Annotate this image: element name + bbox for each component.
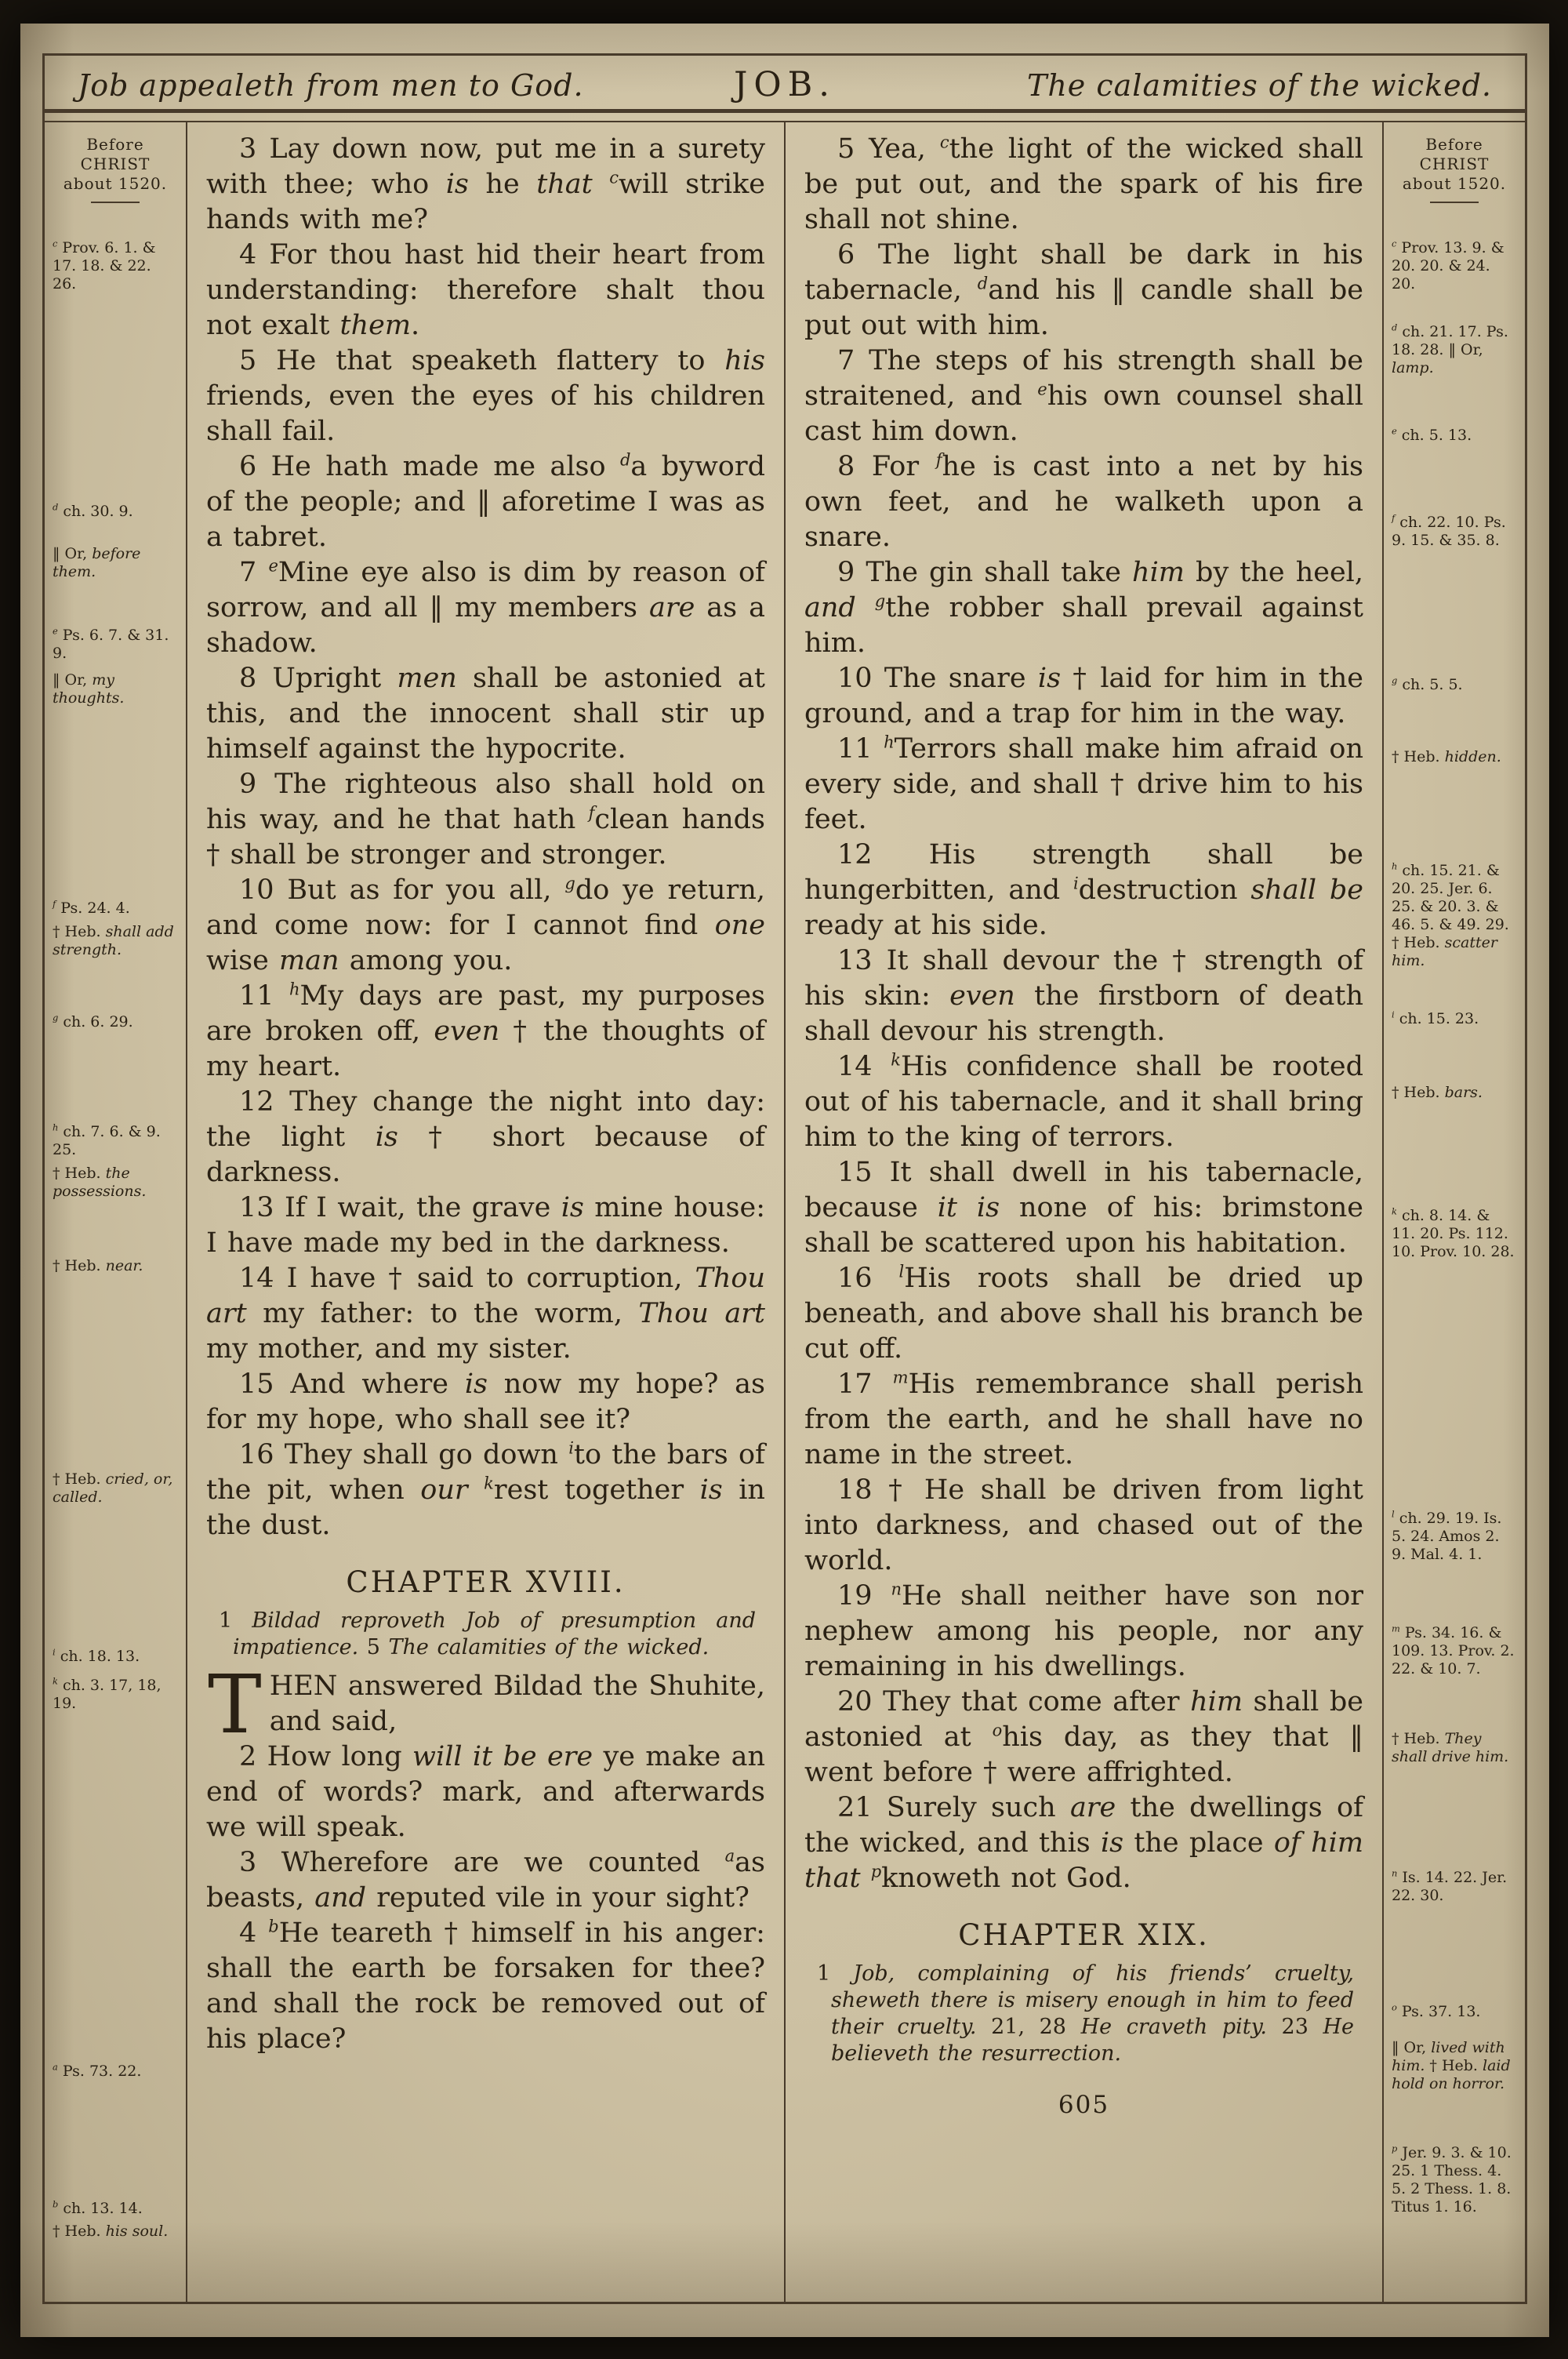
left-text-column <box>187 122 786 2302</box>
margin-note: † Heb. cried, or, called. <box>53 1470 173 1506</box>
verse-18-9: 9 The gin shall take him by the heel, and $^g$the robber shall prevail against him. <box>804 557 1363 659</box>
verse-18-18: 18 † He shall be driven from light into darkness, and chased out of the world. <box>804 1474 1363 1576</box>
margin-note: $^c$ Prov. 6. 1. & 17. 18. & 22. 26. <box>53 238 156 293</box>
verse-18-13: 13 It shall devour the † strength of his skin: even the firstborn of death shall devour his strength. <box>804 945 1363 1047</box>
chapter-18-heading: CHAPTER XVIII. <box>346 1565 626 1599</box>
verse-18-7: 7 The steps of his strength shall be straitened, and $^e$his own counsel shall cast him down. <box>804 345 1363 447</box>
margin-note: $^d$ ch. 30. 9. <box>53 501 133 520</box>
verse-18-6: 6 The light shall be dark in his tabernacle, $^d$and his ‖ candle shall be put out with him. <box>804 239 1363 341</box>
verse-17-9: 9 The righteous also shall hold on his way, and he that hath $^f$clean hands † shall be stronger and stronger. <box>206 769 765 871</box>
margin-note: † Heb. They shall drive him. <box>1392 1730 1509 1765</box>
verse-18-16: 16 $^l$His roots shall be dried up beneath, and above shall his branch be cut off. <box>804 1262 1363 1365</box>
margin-note: $^g$ ch. 5. 5. <box>1392 674 1463 693</box>
margin-note: $^g$ ch. 6. 29. <box>53 1012 133 1030</box>
bc-line-2: CHRIST <box>1419 154 1490 173</box>
margin-note: $^d$ ch. 21. 17. Ps. 18. 28. ‖ Or, lamp. <box>1392 322 1508 376</box>
margin-note: $^e$ ch. 5. 13. <box>1392 425 1472 444</box>
verse-17-7: 7 $^e$Mine eye also is dim by reason of sorrow, and all ‖ my members are as a shadow. <box>206 556 765 659</box>
margin-note: $^b$ ch. 13. 14. <box>53 2198 143 2217</box>
page-frame <box>42 53 1527 2304</box>
margin-note: $^c$ Prov. 13. 9. & 20. 20. & 24. 20. <box>1392 238 1504 293</box>
verse-18-17: 17 $^m$His remembrance shall perish from the earth, and he shall have no name in the street. <box>804 1368 1363 1470</box>
margin-note: $^l$ ch. 29. 19. Is. 5. 24. Amos 2. 9. Mal. 4. 1. <box>1392 1508 1502 1563</box>
left-margin-column <box>45 122 187 2302</box>
verse-18-20: 20 They that come after him shall be astonied at $^o$his day, as they that ‖ went before † were affrighted. <box>804 1686 1363 1788</box>
verse-17-5: 5 He that speaketh flattery to his friends, even the eyes of his children shall fail. <box>206 345 765 447</box>
verse-17-14: 14 I have † said to corruption, Thou art my father: to the worm, Thou art my mother, and my sister. <box>206 1263 765 1365</box>
bible-page-scan <box>20 24 1549 2337</box>
verse-17-10: 10 But as for you all, $^g$do ye return, and come now: for I cannot find one wise man among you. <box>206 874 765 976</box>
right-margin-column <box>1382 122 1525 2302</box>
margin-note: $^k$ ch. 8. 14. & 11. 20. Ps. 112. 10. Prov. 10. 28. <box>1392 1205 1515 1260</box>
book-title: JOB. <box>734 65 836 104</box>
verse-18-3: 3 Wherefore are we counted $^a$as beasts, and reputed vile in your sight? <box>206 1846 765 1914</box>
margin-note: $^a$ Ps. 73. 22. <box>53 2061 142 2080</box>
verse-18-1-text: HEN answered Bildad the Shuhite, and said, <box>269 1670 765 1737</box>
page-header <box>45 56 1525 106</box>
margin-note: † Heb. his soul. <box>53 2223 169 2240</box>
verse-18-21: 21 Surely such are the dwellings of the wicked, and this is the place of him that $^p$knoweth not God. <box>804 1792 1364 1894</box>
verse-17-6: 6 He hath made me also $^d$a byword of the people; and ‖ aforetime I was as a tabret. <box>206 450 765 553</box>
margin-note: $^h$ ch. 15. 21. & 20. 25. Jer. 6. 25. & 20. 3. & 46. 5. & 49. 29. † Heb. scatter him. <box>1392 860 1509 969</box>
right-text-column <box>786 122 1382 2302</box>
margin-note: † Heb. hidden. <box>1392 748 1501 765</box>
bc-line-3: about 1520. <box>63 174 168 193</box>
chapter-19-argument: 1 Job, complaining of his friends’ cruelty, sheweth there is misery enough in him to feed their cruelty. 21, 28 He craveth pity. 23 He believeth the resurrection. <box>817 1961 1354 2066</box>
verse-18-15: 15 It shall dwell in his tabernacle, because it is none of his: brimstone shall be scattered upon his habitation. <box>804 1157 1363 1259</box>
margin-note: ‖ Or, before them. <box>53 545 141 580</box>
verse-18-8: 8 For $^f$he is cast into a net by his own feet, and he walketh upon a snare. <box>804 450 1363 553</box>
margin-note: $^e$ Ps. 6. 7. & 31. 9. <box>53 625 169 662</box>
bc-line-1: Before <box>1425 135 1483 154</box>
verse-18-4: 4 $^b$He teareth † himself in his anger: shall the earth be forsaken for thee? and shall the rock be removed out of his place? <box>206 1917 765 2055</box>
text-columns <box>45 122 1525 2302</box>
margin-note: $^k$ ch. 3. 17, 18, 19. <box>53 1675 162 1712</box>
margin-note: $^o$ Ps. 37. 13. <box>1392 2001 1481 2020</box>
margin-note: † Heb. bars. <box>1392 1084 1483 1101</box>
before-christ-heading-right <box>1384 122 1525 203</box>
bc-line-1: Before <box>86 135 144 154</box>
bc-rule <box>1430 202 1479 203</box>
margin-note: $^n$ Is. 14. 22. Jer. 22. 30. <box>1392 1867 1508 1904</box>
margin-note: $^f$ ch. 22. 10. Ps. 9. 15. & 35. 8. <box>1392 512 1506 549</box>
verse-18-11: 11 $^h$Terrors shall make him afraid on every side, and shall † drive him to his feet. <box>804 732 1364 835</box>
running-title-right: The calamities of the wicked. <box>1026 68 1492 103</box>
margin-note: † Heb. shall add strength. <box>53 923 174 958</box>
margin-note: $^h$ ch. 7. 6. & 9. 25. <box>53 1121 161 1158</box>
margin-note: $^p$ Jer. 9. 3. & 10. 25. 1 Thess. 4. 5. 2 Thess. 1. 8. Titus 1. 16. <box>1392 2143 1512 2215</box>
chapter-19-heading: CHAPTER XIX. <box>958 1918 1210 1952</box>
verse-17-4: 4 For thou hast hid their heart from understanding: therefore shalt thou not exalt them. <box>206 239 765 341</box>
margin-note: ‖ Or, lived with him. † Heb. laid hold on horror. <box>1392 2039 1511 2092</box>
bc-line-2: CHRIST <box>80 154 151 173</box>
margin-note: $^m$ Ps. 34. 16. & 109. 13. Prov. 2. 22. & 10. 7. <box>1392 1623 1515 1677</box>
verse-17-11: 11 $^h$My days are past, my purposes are broken off, even † the thoughts of my heart. <box>206 980 765 1082</box>
header-rule <box>45 109 1525 122</box>
verse-18-10: 10 The snare is † laid for him in the ground, and a trap for him in the way. <box>804 663 1363 729</box>
verse-18-14: 14 $^k$His confidence shall be rooted out of his tabernacle, and it shall bring him to the king of terrors. <box>804 1050 1363 1153</box>
before-christ-heading-left <box>45 122 186 203</box>
margin-note: † Heb. the possessions. <box>53 1165 147 1200</box>
margin-note: $^i$ ch. 15. 23. <box>1392 1009 1479 1027</box>
page-number: 605 <box>1058 2091 1110 2119</box>
verse-18-1 <box>206 1658 765 1752</box>
verse-17-16: 16 They shall go down $^i$to the bars of the pit, when our $^k$rest together is in the dust. <box>206 1438 765 1541</box>
verse-17-3: 3 Lay down now, put me in a surety with thee; who is he that $^c$will strike hands with me? <box>206 133 765 235</box>
verse-18-2: 2 How long will it be ere ye make an end of words? mark, and afterwards we will speak. <box>206 1741 765 1843</box>
dropcap-letter: T <box>208 1658 262 1752</box>
margin-note: $^i$ ch. 18. 13. <box>53 1646 140 1665</box>
bc-rule <box>91 202 140 203</box>
bc-line-3: about 1520. <box>1402 174 1507 193</box>
verse-17-13: 13 If I wait, the grave is mine house: I have made my bed in the darkness. <box>206 1192 765 1259</box>
verse-18-5: 5 Yea, $^c$the light of the wicked shall be put out, and the spark of his fire shall not shine. <box>804 133 1363 235</box>
verse-17-15: 15 And where is now my hope? as for my hope, who shall see it? <box>206 1369 766 1435</box>
margin-note: $^f$ Ps. 24. 4. <box>53 898 130 917</box>
running-title-left: Job appealeth from men to God. <box>78 68 584 103</box>
verse-17-12: 12 They change the night into day: the light is † short because of darkness. <box>206 1086 765 1188</box>
verse-18-19: 19 $^n$He shall neither have son nor nephew among his people, nor any remaining in his dwellings. <box>804 1579 1363 1682</box>
margin-note: ‖ Or, my thoughts. <box>53 671 125 707</box>
chapter-18-argument: 1 Bildad reproveth Job of presumption and impatience. 5 The calamities of the wicked. <box>219 1608 756 1659</box>
margin-note: † Heb. near. <box>53 1257 143 1274</box>
verse-18-12: 12 His strength shall be hungerbitten, and $^i$destruction shall be ready at his side. <box>804 839 1363 941</box>
verse-17-8: 8 Upright men shall be astonied at this, and the innocent shall stir up himself against the hypocrite. <box>206 663 765 765</box>
